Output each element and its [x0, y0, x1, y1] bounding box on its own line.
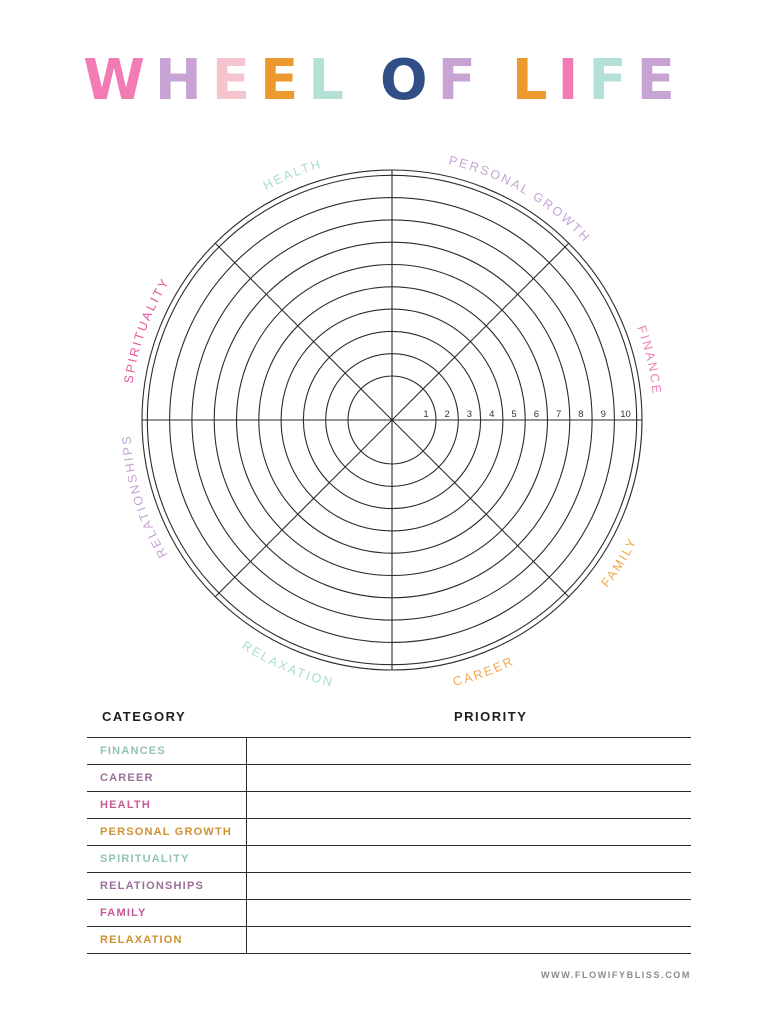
wheel-category-label: CAREER: [451, 653, 517, 689]
title-letter: E: [636, 48, 685, 113]
title-letter: O: [379, 48, 438, 113]
category-cell: SPIRITUALITY: [87, 846, 247, 872]
category-cell: RELATIONSHIPS: [87, 873, 247, 899]
scale-tick-label: 4: [489, 409, 495, 420]
scale-tick-label: 7: [556, 409, 562, 420]
table-row: [87, 792, 691, 819]
priority-cell[interactable]: [248, 900, 691, 926]
priority-cell[interactable]: [248, 873, 691, 899]
scale-tick-label: 10: [620, 409, 631, 420]
title-letter: L: [511, 48, 558, 113]
category-cell: FAMILY: [87, 900, 247, 926]
wheel-spokes: [142, 170, 642, 670]
category-cell: CAREER: [87, 765, 247, 791]
scale-tick-label: 5: [511, 409, 517, 420]
priority-cell[interactable]: [248, 927, 691, 953]
scale-tick-label: 8: [578, 409, 584, 420]
table-row: [87, 873, 691, 900]
scale-tick-label: 6: [533, 409, 539, 420]
wheel-category-label: RELATIONSHIPS: [119, 433, 170, 561]
wheel-scale: [423, 409, 630, 420]
priority-cell[interactable]: [248, 738, 691, 764]
category-cell: FINANCES: [87, 738, 247, 764]
table-row: [87, 819, 691, 846]
priority-cell[interactable]: [248, 792, 691, 818]
wheel-category-label: HEALTH: [260, 156, 324, 193]
priority-cell[interactable]: [248, 765, 691, 791]
title-letter: H: [154, 48, 212, 113]
table-body: [87, 737, 691, 954]
wheel-category-label: FAMILY: [598, 534, 640, 590]
title-letter: I: [557, 48, 589, 113]
category-cell: HEALTH: [87, 792, 247, 818]
priority-cell[interactable]: [248, 846, 691, 872]
title-letter: W: [83, 48, 155, 113]
priority-cell[interactable]: [248, 819, 691, 845]
title-letter: E: [260, 48, 309, 113]
table-row: [87, 738, 691, 765]
title-letter: E: [211, 48, 261, 113]
wheel-category-label: SPIRITUALITY: [121, 275, 173, 385]
scale-tick-label: 9: [600, 409, 606, 420]
title-letter: F: [588, 48, 637, 113]
table-row: [87, 900, 691, 927]
category-header: CATEGORY: [102, 709, 187, 724]
table-row: [87, 927, 691, 954]
wheel-category-label: FINANCE: [634, 323, 664, 397]
category-cell: RELAXATION: [87, 927, 247, 953]
scale-tick-label: 2: [444, 409, 450, 420]
footer-url: WWW.FLOWIFYBLISS.COM: [541, 970, 691, 980]
scale-tick-label: 3: [466, 409, 473, 420]
title-letter: F: [437, 48, 486, 113]
scale-tick-label: 1: [423, 409, 429, 420]
category-cell: PERSONAL GROWTH: [87, 819, 247, 845]
wheel-category-label: PERSONAL GROWTH: [447, 153, 594, 246]
table-row: [87, 846, 691, 873]
title-letter: L: [308, 48, 354, 113]
priority-header: PRIORITY: [454, 709, 528, 724]
table-row: [87, 765, 691, 792]
wheel-category-label: RELAXATION: [239, 638, 336, 690]
